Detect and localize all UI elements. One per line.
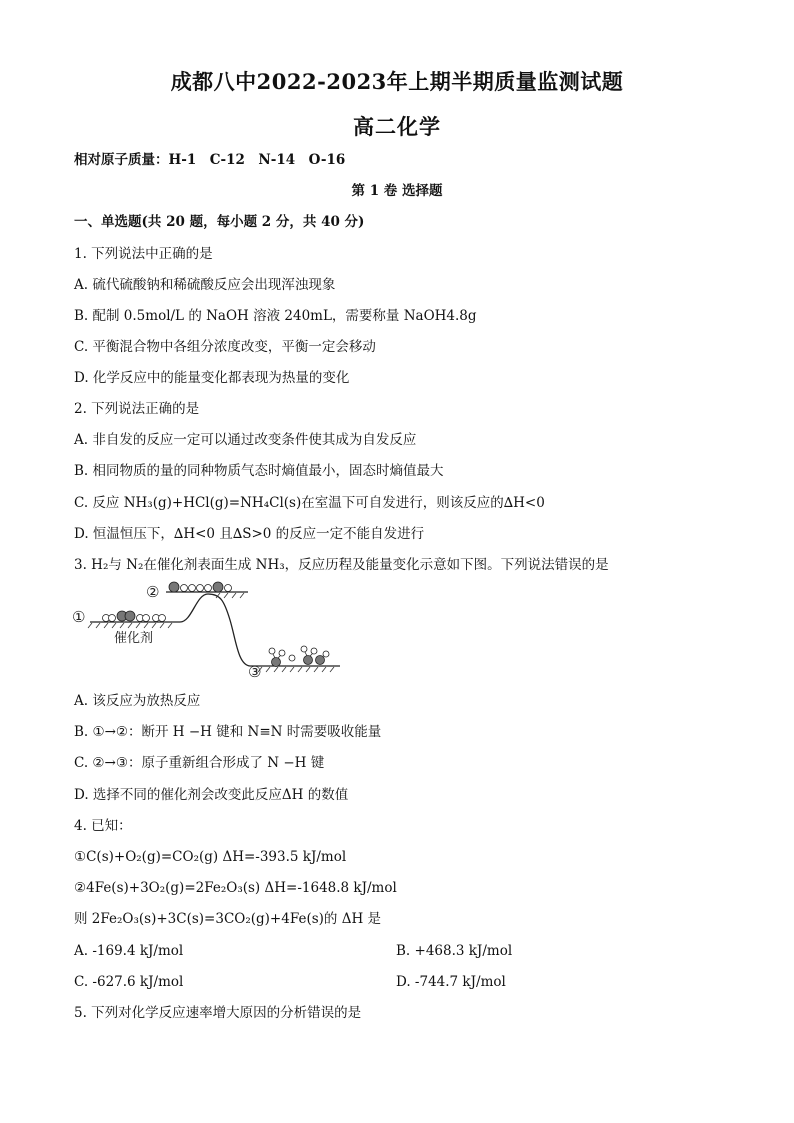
q1-stem: 1. 下列说法中正确的是 <box>74 246 213 262</box>
q5-stem: 5. 下列对化学反应速率增大原因的分析错误的是 <box>74 1005 362 1021</box>
q1-option-a: A. 硫代硫酸钠和稀硫酸反应会出现浑浊现象 <box>74 277 336 293</box>
subject-title: 高二化学 <box>353 114 441 139</box>
molecules-state-1 <box>103 611 166 622</box>
q4-equation-1: ①C(s)+O₂(g)=CO₂(g) ΔH=-393.5 kJ/mol <box>74 849 347 865</box>
surface-hatch-3 <box>258 667 334 672</box>
state-1-label: ① <box>72 608 86 626</box>
state-3-label: ③ <box>248 663 262 681</box>
q4-option-d: D. -744.7 kJ/mol <box>396 974 506 990</box>
q2-stem: 2. 下列说法正确的是 <box>74 401 200 417</box>
q4-equation-2: ②4Fe(s)+3O₂(g)=2Fe₂O₃(s) ΔH=-1648.8 kJ/mol <box>74 880 397 896</box>
q4-option-b: B. +468.3 kJ/mol <box>396 943 513 959</box>
molecules-state-3 <box>269 646 329 667</box>
q3-option-d: D. 选择不同的催化剂会改变此反应ΔH 的数值 <box>74 787 349 803</box>
q3-option-c: C. ②→③：原子重新组合形成了 N −H 键 <box>74 755 325 771</box>
atomic-mass-line: 相对原子质量：H-1 C-12 N-14 O-16 <box>74 152 346 168</box>
q3-option-b: B. ①→②：断开 H −H 键和 N≡N 时需要吸收能量 <box>74 724 382 740</box>
molecules-state-2 <box>169 582 232 592</box>
state-2-label: ② <box>146 583 160 601</box>
q1-option-d: D. 化学反应中的能量变化都表现为热量的变化 <box>74 370 350 386</box>
energy-curve <box>90 594 340 666</box>
q2-option-a: A. 非自发的反应一定可以通过改变条件使其成为自发反应 <box>74 432 417 448</box>
q2-option-c: C. 反应 NH₃(g)+HCl(g)=NH₄Cl(s)在室温下可自发进行，则该反应的∆H<0 <box>74 495 545 511</box>
q4-option-c: C. -627.6 kJ/mol <box>74 974 184 990</box>
q1-option-b: B. 配制 0.5mol/L 的 NaOH 溶液 240mL，需要称量 NaOH4.8g <box>74 308 477 324</box>
q1-option-c: C. 平衡混合物中各组分浓度改变，平衡一定会移动 <box>74 339 376 355</box>
q2-option-d: D. 恒温恒压下，∆H<0 且∆S>0 的反应一定不能自发进行 <box>74 526 425 542</box>
q2-option-b: B. 相同物质的量的同种物质气态时熵值最小，固态时熵值最大 <box>74 463 444 479</box>
section-title: 一、单选题(共 20 题，每小题 2 分，共 40 分) <box>74 214 365 230</box>
q3-option-a: A. 该反应为放热反应 <box>74 693 201 709</box>
surface-hatch-1 <box>88 623 172 628</box>
page-title: 成都八中2022-2023年上期半期质量监测试题 <box>170 69 624 94</box>
reaction-energy-diagram <box>70 580 350 685</box>
catalyst-label: 催化剂 <box>114 631 154 646</box>
q4-option-a: A. -169.4 kJ/mol <box>74 943 184 959</box>
volume-title: 第 1 卷 选择题 <box>351 183 443 199</box>
q4-stem: 4. 已知： <box>74 818 132 834</box>
surface-hatch-2 <box>216 593 244 598</box>
q3-stem: 3. H₂与 N₂在催化剂表面生成 NH₃，反应历程及能量变化示意如下图。下列说法错误的是 <box>74 557 609 573</box>
q4-question: 则 2Fe₂O₃(s)+3C(s)=3CO₂(g)+4Fe(s)的 ΔH 是 <box>74 911 382 927</box>
